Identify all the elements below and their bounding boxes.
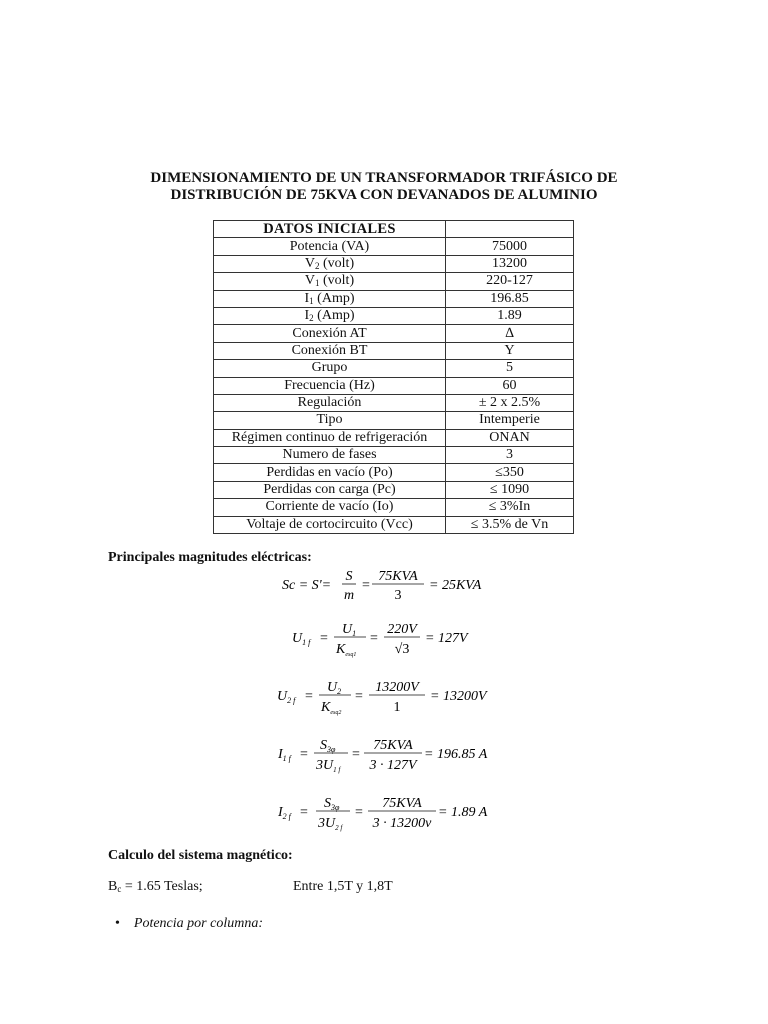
table-row-label: Corriente de vacío (Io) [214, 499, 446, 516]
table-header-row [214, 221, 574, 238]
svg-text:I1 f [277, 747, 293, 763]
svg-text:=: = [370, 631, 378, 646]
svg-text:U2 [327, 680, 341, 696]
bullet-dot: • [115, 916, 120, 931]
label-main: I [304, 290, 310, 306]
eq-i2-num: S [324, 796, 331, 811]
eq-i2-lhs-sub: 2 f [282, 812, 291, 821]
eq-sc-lhs: Sc = S'= [282, 578, 332, 593]
table-row-value: ∆ [446, 325, 574, 342]
table-header: DATOS INICIALES [214, 221, 446, 238]
table-row [214, 290, 574, 307]
table-row-label: Régimen continuo de refrigeración [214, 429, 446, 446]
table-row-value: 5 [446, 360, 574, 377]
table-row-value: 13200 [446, 255, 574, 272]
table-row-value: ≤ 1090 [446, 481, 574, 498]
bullet-potencia-columna [115, 916, 263, 932]
svg-text:=: = [305, 689, 313, 704]
eq-u1-num: U [342, 622, 353, 637]
label-rest: (volt) [319, 255, 355, 271]
table-row-value: Intemperie [446, 412, 574, 429]
equation-u1f [290, 619, 510, 661]
table-row-label: Regulación [214, 394, 446, 411]
table-row-label: Potencia (VA) [214, 238, 446, 255]
bc-sub: c [117, 884, 122, 894]
table-row-value: ≤ 3.5% de Vn [446, 516, 574, 533]
table-row [214, 325, 574, 342]
eq-i1-den-sub: 1 f [333, 766, 341, 774]
eq-u1-den: K [336, 642, 346, 657]
equation-u2f [275, 677, 515, 719]
table-row-value: ONAN [446, 429, 574, 446]
eq-u1-result: = 127V [425, 631, 468, 646]
table-row [214, 255, 574, 272]
eq-sc-result: = 25KVA [429, 578, 482, 593]
eq-u2-den: K [321, 700, 331, 715]
document-title [100, 170, 668, 204]
eq-sc-num2: 75KVA [378, 569, 418, 584]
table-row-label: Grupo [214, 360, 446, 377]
table-header-empty [446, 221, 574, 238]
table-row [214, 464, 574, 481]
svg-text:Kesq2 [320, 700, 341, 716]
table-row-value: 1.89 [446, 307, 574, 324]
bc-line [108, 879, 203, 895]
eq-i2-den: 3U [318, 816, 336, 831]
svg-text:=: = [355, 805, 363, 820]
label-main: I [304, 308, 310, 324]
eq-i1-num: S [320, 738, 327, 753]
eq-u2-num2: 13200V [375, 680, 419, 695]
table-row [214, 394, 574, 411]
eq-i1-result: = 196.85 A [424, 747, 488, 762]
bc-value: = 1.65 Teslas; [121, 879, 203, 894]
eq-i1-num-sub: 3φ [327, 745, 336, 754]
table-row-value: 196.85 [446, 290, 574, 307]
table-row-value: ≤ 3%In [446, 499, 574, 516]
svg-text:S3φ [324, 796, 340, 812]
eq-u2-result: = 13200V [430, 689, 487, 704]
table-row-label: Perdidas en vacío (Po) [214, 464, 446, 481]
table-row [214, 429, 574, 446]
label-sub: 1 [309, 295, 314, 306]
svg-text:=: = [362, 578, 370, 593]
table-row-label: Tipo [214, 412, 446, 429]
table-row [214, 238, 574, 255]
equation-i1f [276, 735, 516, 777]
table-row-value: 3 [446, 447, 574, 464]
table-row-value: Y [446, 342, 574, 359]
eq-sc-den2: 3 [394, 588, 402, 603]
svg-text:U1 f [292, 631, 312, 647]
eq-u1-lhs: U [292, 631, 303, 646]
table-row-label: Conexión AT [214, 325, 446, 342]
label-rest: (Amp) [313, 290, 355, 306]
table-row [214, 273, 574, 290]
eq-u1-lhs-sub: 1 f [302, 638, 311, 647]
eq-i1-den2: 3 · 127V [369, 758, 417, 773]
equation-i2f [276, 793, 516, 835]
eq-sc-den: m [343, 588, 355, 603]
bc-range: Entre 1,5T y 1,8T [293, 879, 393, 894]
table-row [214, 516, 574, 533]
label-sub: 2 [315, 260, 320, 271]
eq-u2-num-sub: 2 [337, 687, 342, 696]
table-row-label [214, 273, 446, 290]
eq-i2-lhs: I [278, 805, 283, 820]
svg-text:I2 f [277, 805, 293, 821]
table-row-label [214, 255, 446, 272]
table-row-label [214, 307, 446, 324]
bc-symbol: B [108, 879, 118, 894]
eq-i2-den-sub: 2 f [335, 824, 343, 832]
svg-text:U1 [342, 622, 356, 638]
table-row [214, 307, 574, 324]
table-row-label: Conexión BT [214, 342, 446, 359]
eq-u2-lhs: U [277, 689, 288, 704]
datos-iniciales-table [213, 220, 574, 534]
label-rest: (Amp) [313, 308, 355, 324]
svg-text:=: = [352, 747, 360, 762]
table-row-value: ≤350 [446, 464, 574, 481]
section-electricas: Principales magnitudes eléctricas: [108, 550, 312, 565]
eq-i1-num2: 75KVA [373, 738, 413, 753]
table-row-value: 60 [446, 377, 574, 394]
bullet-text: Potencia por columna: [133, 916, 263, 931]
table-row [214, 499, 574, 516]
label-sub: 2 [309, 313, 314, 324]
table-row [214, 412, 574, 429]
eq-i1-lhs-sub: 1 f [282, 754, 291, 763]
table-row-label: Frecuencia (Hz) [214, 377, 446, 394]
svg-text:3U2 f [317, 816, 343, 832]
table-row-value: 220-127 [446, 273, 574, 290]
eq-u2-den2: 1 [393, 700, 401, 715]
section-magnetico: Calculo del sistema magnético: [108, 848, 293, 863]
eq-i2-den2: 3 · 13200v [372, 816, 432, 831]
equation-sc [282, 566, 502, 606]
svg-text:Kesq1 [335, 642, 356, 658]
svg-text:U2 f [277, 689, 297, 705]
table-row [214, 481, 574, 498]
title-line-1: DIMENSIONAMIENTO DE UN TRANSFORMADOR TRIFÁSICO DE [150, 170, 618, 186]
svg-text:S3φ [320, 738, 336, 754]
label-sub: 1 [315, 278, 320, 289]
title-line-2: DISTRIBUCIÓN DE 75KVA CON DEVANADOS DE ALUMINIO [170, 187, 598, 203]
table-row [214, 342, 574, 359]
table-row-label [214, 290, 446, 307]
svg-text:=: = [300, 805, 308, 820]
svg-text:=: = [320, 631, 328, 646]
eq-u2-num: U [327, 680, 338, 695]
svg-text:=: = [355, 689, 363, 704]
eq-i1-lhs: I [278, 747, 283, 762]
label-main: V [304, 255, 315, 271]
eq-u2-lhs-sub: 2 f [287, 696, 296, 705]
table-row-label: Numero de fases [214, 447, 446, 464]
eq-u1-num2: 220V [387, 622, 417, 637]
svg-text:3U1 f [315, 758, 341, 774]
label-rest: (volt) [319, 273, 355, 289]
eq-i1-den: 3U [316, 758, 334, 773]
eq-i2-result: = 1.89 A [438, 805, 488, 820]
label-main: V [304, 273, 315, 289]
table-row-value: 75000 [446, 238, 574, 255]
eq-u1-den2: √3 [394, 642, 410, 657]
table-row-value: ± 2 x 2.5% [446, 394, 574, 411]
table-row-label: Perdidas con carga (Pc) [214, 481, 446, 498]
eq-sc-num: S [345, 569, 353, 584]
table-row-label: Voltaje de cortocircuito (Vcc) [214, 516, 446, 533]
eq-u1-den-sub: esq1 [345, 652, 357, 658]
table-row [214, 377, 574, 394]
eq-u1-num-sub: 1 [352, 629, 357, 638]
eq-u2-den-sub: esq2 [330, 710, 342, 716]
svg-text:=: = [300, 747, 308, 762]
table-row [214, 447, 574, 464]
table-row [214, 360, 574, 377]
eq-i2-num-sub: 3φ [331, 803, 340, 812]
eq-i2-num2: 75KVA [382, 796, 422, 811]
